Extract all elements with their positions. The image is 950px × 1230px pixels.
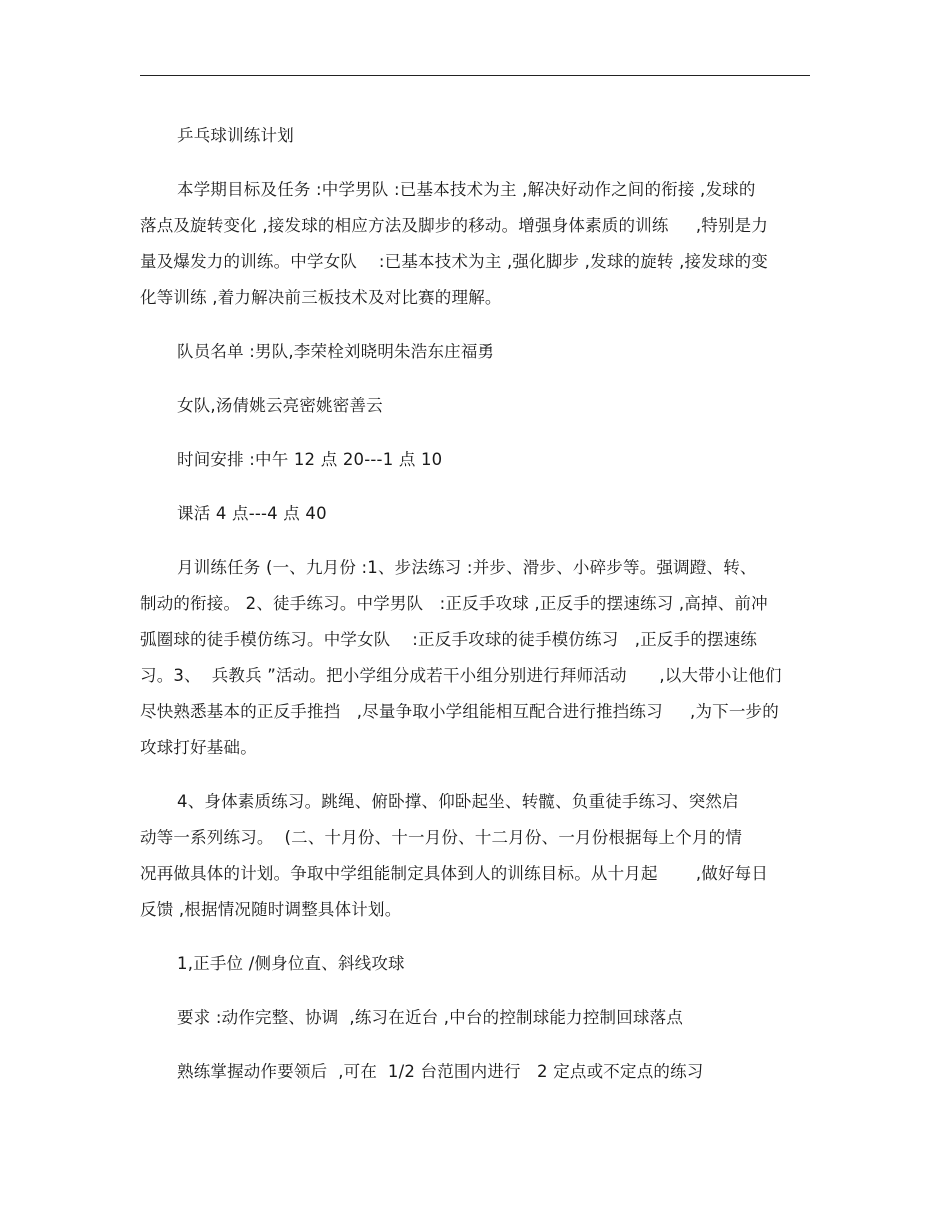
fitness-line-3: 况再做具体的计划。争取中学组能制定具体到人的训练目标。从十月起 ,做好每日 (140, 864, 769, 883)
drill-requirement: 要求 :动作完整、协调 ,练习在近台 ,中台的控制球能力控制回球落点 (177, 1008, 684, 1027)
fitness-paragraph (140, 784, 812, 928)
goals-paragraph (140, 172, 812, 316)
goals-line-4: 化等训练 ,着力解决前三板技术及对比赛的理解。 (140, 288, 502, 307)
goals-line-3: 量及爆发力的训练。中学女队 :已基本技术为主 ,强化脚步 ,发球的旋转 ,接发球的变 (140, 252, 769, 271)
roster-women: 女队,汤倩姚云亮密姚密善云 (177, 396, 383, 415)
drill-practice: 熟练掌握动作要领后 ,可在 1/2 台范围内进行 2 定点或不定点的练习 (177, 1062, 704, 1081)
schedule-after-class: 课活 4 点---4 点 40 (177, 504, 327, 523)
document-body (140, 118, 812, 1090)
fitness-line-4: 反馈 ,根据情况随时调整具体计划。 (140, 900, 402, 919)
monthly-line-5: 尽快熟悉基本的正反手推挡 ,尽量争取小学组能相互配合进行推挡练习 ,为下一步的 (140, 702, 779, 721)
monthly-line-4: 习。3、 兵教兵 ”活动。把小学组分成若干小组分别进行拜师活动 ,以大带小让他们 (140, 666, 782, 685)
goals-line-2: 落点及旋转变化 ,接发球的相应方法及脚步的移动。增强身体素质的训练 ,特别是力 (140, 216, 769, 235)
monthly-line-3: 弧圈球的徒手模仿练习。中学女队 :正反手攻球的徒手模仿练习 ,正反手的摆速练 (140, 630, 758, 649)
monthly-line-1: 月训练任务 (一、九月份 :1、步法练习 :并步、滑步、小碎步等。强调蹬、转、 (177, 558, 757, 577)
document-title: 乒乓球训练计划 (177, 126, 294, 145)
monthly-plan-paragraph (140, 550, 812, 766)
schedule-noon: 时间安排 :中午 12 点 20---1 点 10 (177, 450, 443, 469)
roster-men: 队员名单 :男队,李荣栓刘晓明朱浩东庄福勇 (177, 342, 495, 361)
drill-title: 1,正手位 /侧身位直、斜线攻球 (177, 954, 405, 973)
fitness-line-1: 4、身体素质练习。跳绳、俯卧撑、仰卧起坐、转髋、负重徒手练习、突然启 (177, 792, 739, 811)
monthly-line-6: 攻球打好基础。 (140, 738, 257, 757)
goals-line-1: 本学期目标及任务 :中学男队 :已基本技术为主 ,解决好动作之间的衔接 ,发球的 (177, 180, 756, 199)
monthly-line-2: 制动的衔接。 2、徒手练习。中学男队 :正反手攻球 ,正反手的摆速练习 ,高掉、前冲 (140, 594, 768, 613)
fitness-line-2: 动等一系列练习。 (二、十月份、十一月份、十二月份、一月份根据每上个月的情 (140, 828, 743, 847)
header-rule (140, 75, 810, 76)
